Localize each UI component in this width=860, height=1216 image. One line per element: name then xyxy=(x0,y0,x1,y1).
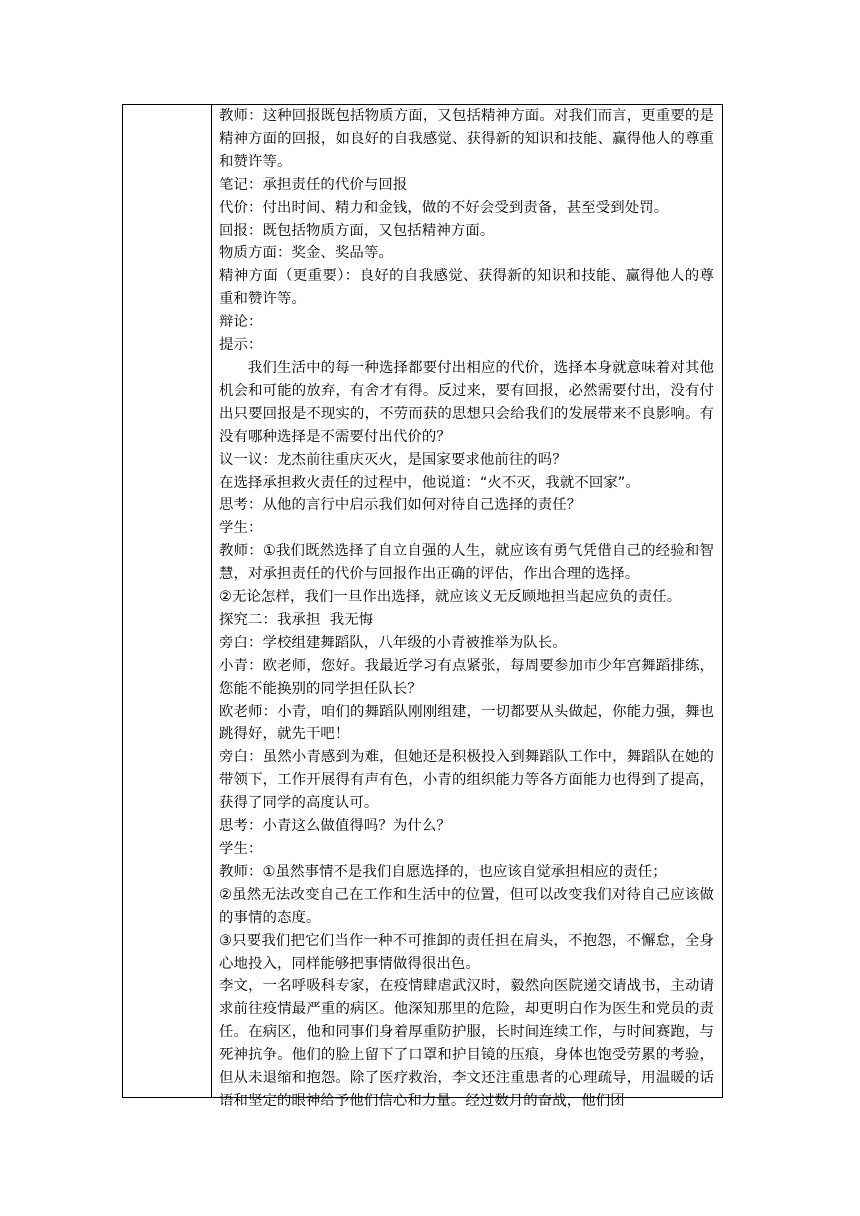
notes-reward: 回报：既包括物质方面，又包括精神方面。 xyxy=(219,222,495,239)
debate-label: 辩论： xyxy=(219,314,263,331)
student-label-2: 学生： xyxy=(219,841,263,857)
firefighter-quote: 在选择承担救火责任的过程中，他说道：“火不灭，我就不回家”。 xyxy=(219,474,640,491)
notes-cost: 代价：付出时间、精力和金钱，做的不好会受到责备，甚至受到处罚。 xyxy=(219,199,669,216)
lesson-plan-table xyxy=(122,104,723,1109)
teacher-ou-dialogue: 欧老师：小青，咱们的舞蹈队刚刚组建，一切都要从头做起，你能力强，舞也跳得好，就先干吧！ xyxy=(219,703,714,743)
notes-material: 物质方面：奖金、奖品等。 xyxy=(219,245,393,262)
notes-heading: 笔记：承担责任的代价与回报 xyxy=(219,176,408,193)
teacher-point-3: 教师：①虽然事情不是我们自愿选择的，也应该自觉承担相应的责任； xyxy=(219,863,667,880)
hint-paragraph: 我们生活中的每一种选择都要付出相应的代价，选择本身就意味着对其他机会和可能的放弃，有舍才有得。反过来，要有回报，必然需要付出，没有付出只要回报是不现实的，不劳而获的思想只会给我们的发展带来不良影响。有没有哪种选择是不需要付出代价的？ xyxy=(219,359,714,445)
thinking-question-1: 思考：从他的言行中启示我们如何对待自己选择的责任？ xyxy=(219,497,582,514)
narration-1: 旁白：学校组建舞蹈队，八年级的小青被推举为队长。 xyxy=(219,634,567,651)
teacher-point-2: ②无论怎样，我们一旦作出选择，就应该义无反顾地担当起应负的责任。 xyxy=(219,589,682,606)
content-cell xyxy=(212,105,723,1109)
teacher-point-5: ③只要我们把它们当作一种不可推卸的责任担在肩头，不抱怨，不懈怠，全身心地投入，同样能够把事情做得很出色。 xyxy=(219,932,714,972)
content-body xyxy=(219,105,714,1109)
notes-spiritual: 精神方面（更重要）：良好的自我感觉、获得新的知识和技能、赢得他人的尊重和赞许等。 xyxy=(219,268,714,308)
table-row xyxy=(123,105,723,1098)
narration-2: 旁白：虽然小青感到为难，但她还是积极投入到舞蹈队工作中，舞蹈队在她的带领下，工作开展得有声有色，小青的组织能力等各方面能力也得到了提高，获得了同学的高度认可。 xyxy=(219,749,714,812)
teacher-point-1: 教师：①我们既然选择了自立自强的人生，就应该有勇气凭借自己的经验和智慧，对承担责任的代价与回报作出正确的评估，作出合理的选择。 xyxy=(219,543,714,583)
inquiry-two-heading: 探究二：我承担 我无悔 xyxy=(219,611,374,628)
teacher-point-4: ②虽然无法改变自己在工作和生活中的位置，但可以改变我们对待自己应该做的事情的态度。 xyxy=(219,886,714,926)
teacher-remark-reward: 教师：这种回报既包括物质方面，又包括精神方面。对我们而言，更重要的是精神方面的回报，如良好的自我感觉、获得新的知识和技能、赢得他人的尊重和赞许等。 xyxy=(219,108,714,170)
thinking-question-2: 思考：小青这么做值得吗？为什么？ xyxy=(219,818,451,835)
xiaoqing-dialogue: 小青：欧老师，您好。我最近学习有点紧张，每周要参加市少年宫舞蹈排练，您能不能换别的同学担任队长？ xyxy=(219,657,714,697)
li-wen-story: 李文，一名呼吸科专家，在疫情肆虐武汉时，毅然向医院递交请战书，主动请求前往疫情最严重的病区。他深知那里的危险，却更明白作为医生和党员的责任。在病区，他和同事们身着厚重防护服，长时间连续工作，与时间赛跑，与死神抗争。他们的脸上留下了口罩和护目镜的压痕，身体也饱受劳累的考验，但从未退缩和抱怨。除了医疗救治，李文还注重患者的心理疏导，用温暖的话语和坚定的眼神给予他们信心和力量。经过数月的奋战，他们团 xyxy=(219,978,714,1109)
student-label-1: 学生： xyxy=(219,520,263,537)
hint-label: 提示： xyxy=(219,337,263,354)
left-column-cell xyxy=(123,105,212,1098)
discussion-question: 议一议：龙杰前往重庆灭火，是国家要求他前往的吗？ xyxy=(219,451,567,468)
